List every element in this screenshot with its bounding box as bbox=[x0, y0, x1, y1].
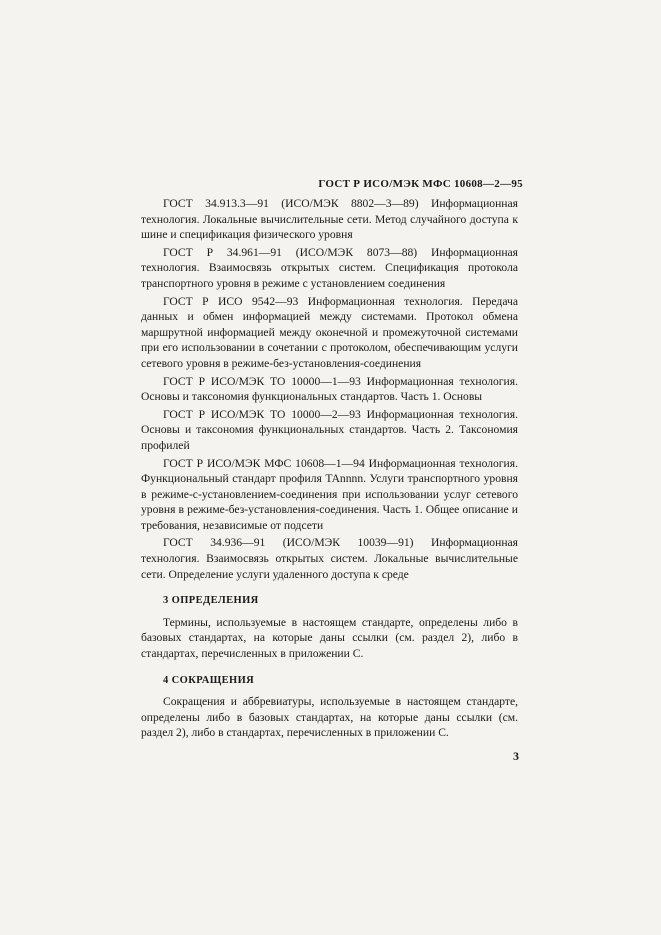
section-body-definitions: Термины, используемые в настоящем стандарте, определены либо в базовых стандартах, на которые даны ссылки (см. раздел 2), либо в стандартах, перечисленных в приложении С. bbox=[141, 615, 518, 661]
section-body-abbreviations: Сокращения и аббревиатуры, используемые в настоящем стандарте, определены либо в базовых стандартах, на которые даны ссылки (см. раздел 2), либо в стандартах, перечисленных в приложении С. bbox=[141, 695, 518, 740]
reference-item: ГОСТ Р ИСО/МЭК ТО 10000—2—93 Информационная технология. Основы и таксономия функциональных стандартов. Часть 2. Таксономия профилей bbox=[141, 407, 518, 452]
section-title-abbreviations: 4 СОКРАЩЕНИЯ bbox=[163, 674, 255, 686]
reference-item: ГОСТ 34.936—91 (ИСО/МЭК 10039—91) Информационная технология. Взаимосвязь открытых систем. Локальные вычислительные сети. Определение услуги удаленного доступа к среде bbox=[141, 536, 518, 581]
reference-item: ГОСТ Р 34.961—91 (ИСО/МЭК 8073—88) Информационная технология. Взаимосвязь открытых систем. Спецификация протокола транспортного уровня в режиме с установлением соединения bbox=[141, 245, 518, 290]
reference-item: ГОСТ Р ИСО 9542—93 Информационная технология. Передача данных и обмен информацией между системами. Протокол обмена маршрутной информацией между оконечной и промежуточной системами при его использовании в сочетании с протоколом, обеспечивающим услуги сетевого уровня в режиме-без-установления-соединения bbox=[141, 294, 518, 370]
page-content bbox=[141, 196, 518, 741]
section-title-definitions: 3 ОПРЕДЕЛЕНИЯ bbox=[163, 595, 259, 607]
page-number: 3 bbox=[513, 749, 519, 763]
reference-item: ГОСТ Р ИСО/МЭК МФС 10608—1—94 Информационная технология. Функциональный стандарт профиля TAnnnn. Услуги транспортного уровня в режиме-с-установлением-соединения при использовании услуг сетевого уровня в режиме-без-установления-соединения. Часть 1. Общее описание и требования, независимые от подсети bbox=[141, 456, 518, 532]
reference-item: ГОСТ 34.913.3—91 (ИСО/МЭК 8802—3—89) Информационная технология. Локальные вычислительные сети. Метод случайного доступа к шине и спецификация физического уровня bbox=[141, 197, 518, 242]
running-header: ГОСТ Р ИСО/МЭК МФС 10608—2—95 bbox=[318, 178, 523, 190]
reference-item: ГОСТ Р ИСО/МЭК ТО 10000—1—93 Информационная технология. Основы и таксономия функциональных стандартов. Часть 1. Основы bbox=[141, 374, 518, 404]
